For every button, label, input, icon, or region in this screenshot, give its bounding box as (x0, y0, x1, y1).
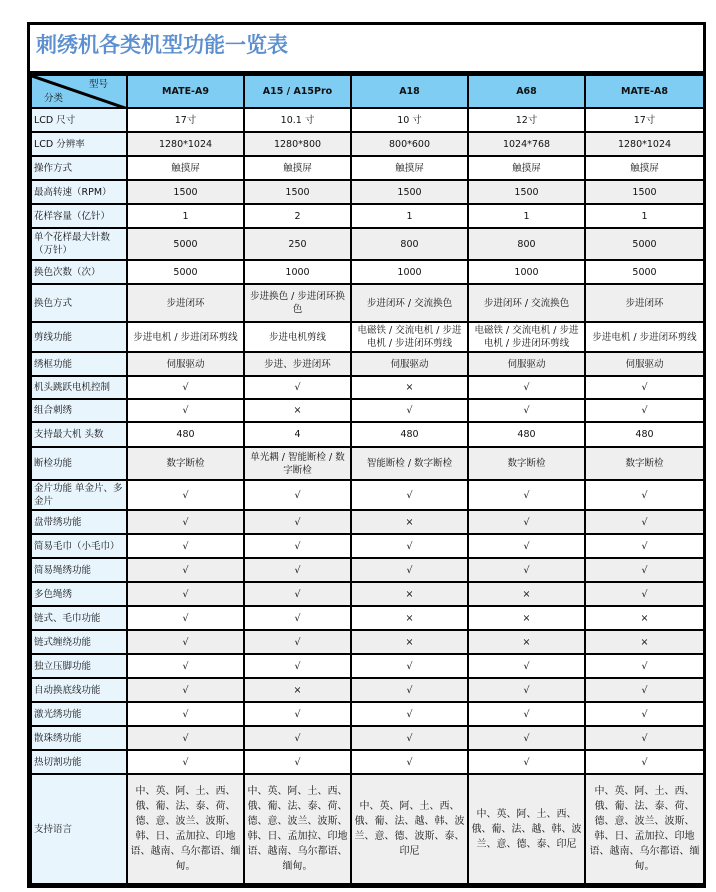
row-label: 绣框功能 (31, 352, 127, 376)
table-row (31, 204, 704, 228)
row-label: 换色次数（次） (31, 260, 127, 284)
value-cell: √ (244, 654, 351, 678)
value-cell: 伺服驱动 (585, 352, 704, 376)
value-cell: √ (244, 750, 351, 774)
row-label: 单个花样最大针数（万针） (31, 228, 127, 260)
value-cell: √ (585, 534, 704, 558)
value-cell: 数字断检 (585, 447, 704, 480)
value-cell: 5000 (127, 228, 244, 260)
value-cell: √ (127, 558, 244, 582)
value-cell: √ (585, 376, 704, 399)
row-label: 盘带绣功能 (31, 510, 127, 534)
value-cell: 伺服驱动 (468, 352, 585, 376)
value-cell: 1280*1024 (585, 132, 704, 156)
value-cell: 17寸 (127, 108, 244, 132)
header-row (31, 75, 704, 108)
value-cell: √ (127, 654, 244, 678)
value-cell: 步进电机 / 步进闭环剪线 (127, 322, 244, 352)
value-cell: 步进闭环 / 交流换色 (468, 284, 585, 322)
value-cell: √ (351, 480, 468, 510)
row-label: 组合刺绣 (31, 399, 127, 422)
table-row (31, 180, 704, 204)
value-cell: √ (127, 582, 244, 606)
row-label: 链式、毛巾功能 (31, 606, 127, 630)
value-cell: × (351, 630, 468, 654)
value-cell: 800 (468, 228, 585, 260)
value-cell: 触摸屏 (351, 156, 468, 180)
value-cell: × (585, 630, 704, 654)
row-label: 支持最大机 头数 (31, 422, 127, 447)
model-header: MATE-A9 (127, 75, 244, 108)
row-label: 激光绣功能 (31, 702, 127, 726)
sheet-title: 刺绣机各类机型功能一览表 (30, 25, 703, 74)
value-cell: 中、英、阿、土、西、俄、葡、法、泰、荷、德、意、波兰、波斯、韩、日、孟加拉、印地语、越南、乌尔都语、缅甸。 (244, 774, 351, 884)
value-cell: 480 (127, 422, 244, 447)
row-label: 简易毛巾（小毛巾） (31, 534, 127, 558)
value-cell: √ (468, 534, 585, 558)
value-cell: √ (585, 654, 704, 678)
value-cell: 触摸屏 (468, 156, 585, 180)
value-cell: 1000 (244, 260, 351, 284)
value-cell: 触摸屏 (585, 156, 704, 180)
table-row (31, 422, 704, 447)
value-cell: 触摸屏 (127, 156, 244, 180)
corner-category-label: 分类 (44, 93, 64, 104)
value-cell: × (351, 606, 468, 630)
value-cell: √ (585, 558, 704, 582)
row-label: 金片功能 单金片、多金片 (31, 480, 127, 510)
row-label: 散珠绣功能 (31, 726, 127, 750)
value-cell: 1500 (351, 180, 468, 204)
row-label: 换色方式 (31, 284, 127, 322)
value-cell: √ (351, 534, 468, 558)
value-cell: 12寸 (468, 108, 585, 132)
value-cell: 1 (585, 204, 704, 228)
value-cell: √ (585, 399, 704, 422)
value-cell: 步进、步进闭环 (244, 352, 351, 376)
value-cell: √ (585, 510, 704, 534)
value-cell: √ (244, 606, 351, 630)
value-cell: √ (585, 750, 704, 774)
value-cell: 5000 (585, 228, 704, 260)
value-cell: √ (351, 678, 468, 702)
value-cell: 1500 (585, 180, 704, 204)
row-label: 自动换底线功能 (31, 678, 127, 702)
value-cell: × (351, 510, 468, 534)
value-cell: 2 (244, 204, 351, 228)
row-label: 最高转速（RPM） (31, 180, 127, 204)
comparison-table (30, 74, 705, 885)
value-cell: 1500 (244, 180, 351, 204)
value-cell: × (244, 678, 351, 702)
value-cell: 步进电机 / 步进闭环剪线 (585, 322, 704, 352)
table-row (31, 480, 704, 510)
table-row (31, 260, 704, 284)
table-row (31, 702, 704, 726)
value-cell: 1000 (351, 260, 468, 284)
value-cell: 17寸 (585, 108, 704, 132)
value-cell: √ (244, 702, 351, 726)
value-cell: 480 (468, 422, 585, 447)
value-cell: √ (244, 510, 351, 534)
row-label: 操作方式 (31, 156, 127, 180)
table-row (31, 284, 704, 322)
table-row (31, 558, 704, 582)
table-row (31, 534, 704, 558)
value-cell: √ (468, 654, 585, 678)
corner-header-cell (31, 75, 127, 108)
value-cell: 步进闭环 (585, 284, 704, 322)
value-cell: √ (468, 678, 585, 702)
model-header: A68 (468, 75, 585, 108)
row-label: 多色绳绣 (31, 582, 127, 606)
value-cell: × (351, 582, 468, 606)
value-cell: 中、英、阿、土、西、俄、葡、法、越、韩、波兰、意、德、波斯、泰、印尼 (351, 774, 468, 884)
table-row (31, 606, 704, 630)
value-cell: 250 (244, 228, 351, 260)
value-cell: √ (585, 678, 704, 702)
row-label: 机头跳跃电机控制 (31, 376, 127, 399)
row-label: 花样容量（亿针） (31, 204, 127, 228)
value-cell: 伺服驱动 (127, 352, 244, 376)
value-cell: 800 (351, 228, 468, 260)
value-cell: √ (127, 702, 244, 726)
table-row (31, 352, 704, 376)
value-cell: 1500 (127, 180, 244, 204)
table-row (31, 132, 704, 156)
value-cell: 智能断检 / 数字断检 (351, 447, 468, 480)
model-header: A15 / A15Pro (244, 75, 351, 108)
value-cell: √ (127, 630, 244, 654)
table-row (31, 376, 704, 399)
value-cell: 1 (351, 204, 468, 228)
model-header: A18 (351, 75, 468, 108)
value-cell: √ (244, 480, 351, 510)
value-cell: √ (468, 399, 585, 422)
row-label: 链式缠绕功能 (31, 630, 127, 654)
value-cell: √ (468, 480, 585, 510)
row-label: 剪线功能 (31, 322, 127, 352)
table-row (31, 228, 704, 260)
value-cell: 10 寸 (351, 108, 468, 132)
value-cell: √ (127, 606, 244, 630)
value-cell: √ (244, 558, 351, 582)
value-cell: √ (468, 702, 585, 726)
value-cell: 中、英、阿、土、西、俄、葡、法、泰、荷、德、意、波兰、波斯、韩、日、孟加拉、印地语、越南、乌尔都语、缅甸。 (585, 774, 704, 884)
value-cell: 步进换色 / 步进闭环换色 (244, 284, 351, 322)
value-cell: 触摸屏 (244, 156, 351, 180)
corner-model-label: 型号 (88, 79, 108, 90)
value-cell: √ (244, 582, 351, 606)
value-cell: × (585, 606, 704, 630)
value-cell: 中、英、阿、土、西、俄、葡、法、泰、荷、德、意、波兰、波斯、韩、日、孟加拉、印地语、越南、乌尔都语、缅甸。 (127, 774, 244, 884)
value-cell: 800*600 (351, 132, 468, 156)
value-cell: 电磁铁 / 交流电机 / 步进电机 / 步进闭环剪线 (351, 322, 468, 352)
value-cell: 4 (244, 422, 351, 447)
value-cell: √ (585, 702, 704, 726)
table-row (31, 726, 704, 750)
value-cell: √ (468, 376, 585, 399)
value-cell: 步进闭环 (127, 284, 244, 322)
value-cell: √ (127, 376, 244, 399)
value-cell: √ (351, 558, 468, 582)
value-cell: √ (244, 534, 351, 558)
value-cell: × (244, 399, 351, 422)
value-cell: 1280*800 (244, 132, 351, 156)
table-row (31, 654, 704, 678)
value-cell: √ (351, 399, 468, 422)
value-cell: 单光耦 / 智能断检 / 数字断检 (244, 447, 351, 480)
value-cell: √ (351, 702, 468, 726)
row-label: 独立压脚功能 (31, 654, 127, 678)
value-cell: √ (127, 399, 244, 422)
value-cell: 步进电机剪线 (244, 322, 351, 352)
table-row (31, 322, 704, 352)
value-cell: 1024*768 (468, 132, 585, 156)
value-cell: √ (585, 480, 704, 510)
value-cell: √ (468, 750, 585, 774)
value-cell: √ (127, 750, 244, 774)
table-row (31, 582, 704, 606)
table-row (31, 447, 704, 480)
value-cell: 步进闭环 / 交流换色 (351, 284, 468, 322)
value-cell: 电磁铁 / 交流电机 / 步进电机 / 步进闭环剪线 (468, 322, 585, 352)
comparison-sheet (27, 22, 706, 888)
value-cell: 480 (351, 422, 468, 447)
table-row (31, 399, 704, 422)
table-row (31, 156, 704, 180)
value-cell: 1 (468, 204, 585, 228)
value-cell: 5000 (127, 260, 244, 284)
value-cell: 1 (127, 204, 244, 228)
value-cell: × (351, 376, 468, 399)
value-cell: 伺服驱动 (351, 352, 468, 376)
value-cell: 1280*1024 (127, 132, 244, 156)
value-cell: √ (127, 678, 244, 702)
row-label: 热切割功能 (31, 750, 127, 774)
table-row (31, 750, 704, 774)
value-cell: 数字断检 (127, 447, 244, 480)
table-row (31, 108, 704, 132)
value-cell: √ (585, 582, 704, 606)
value-cell: √ (127, 510, 244, 534)
value-cell: √ (351, 750, 468, 774)
value-cell: √ (468, 510, 585, 534)
table-row (31, 678, 704, 702)
value-cell: √ (127, 534, 244, 558)
value-cell: × (468, 630, 585, 654)
value-cell: √ (468, 558, 585, 582)
value-cell: 5000 (585, 260, 704, 284)
value-cell: 10.1 寸 (244, 108, 351, 132)
value-cell: 数字断检 (468, 447, 585, 480)
value-cell: × (468, 606, 585, 630)
value-cell: √ (468, 726, 585, 750)
value-cell: √ (585, 726, 704, 750)
table-row (31, 774, 704, 884)
value-cell: 480 (585, 422, 704, 447)
value-cell: √ (244, 376, 351, 399)
table-row (31, 510, 704, 534)
row-label: LCD 分辨率 (31, 132, 127, 156)
value-cell: × (468, 582, 585, 606)
row-label: LCD 尺寸 (31, 108, 127, 132)
table-row (31, 630, 704, 654)
model-header: MATE-A8 (585, 75, 704, 108)
value-cell: √ (127, 726, 244, 750)
row-label: 支持语言 (31, 774, 127, 884)
row-label: 断检功能 (31, 447, 127, 480)
row-label: 简易绳绣功能 (31, 558, 127, 582)
value-cell: √ (351, 726, 468, 750)
value-cell: 中、英、阿、土、西、俄、葡、法、越、韩、波兰、意、德、泰、印尼 (468, 774, 585, 884)
value-cell: √ (127, 480, 244, 510)
value-cell: √ (244, 630, 351, 654)
value-cell: √ (351, 654, 468, 678)
value-cell: 1000 (468, 260, 585, 284)
value-cell: 1500 (468, 180, 585, 204)
value-cell: √ (244, 726, 351, 750)
